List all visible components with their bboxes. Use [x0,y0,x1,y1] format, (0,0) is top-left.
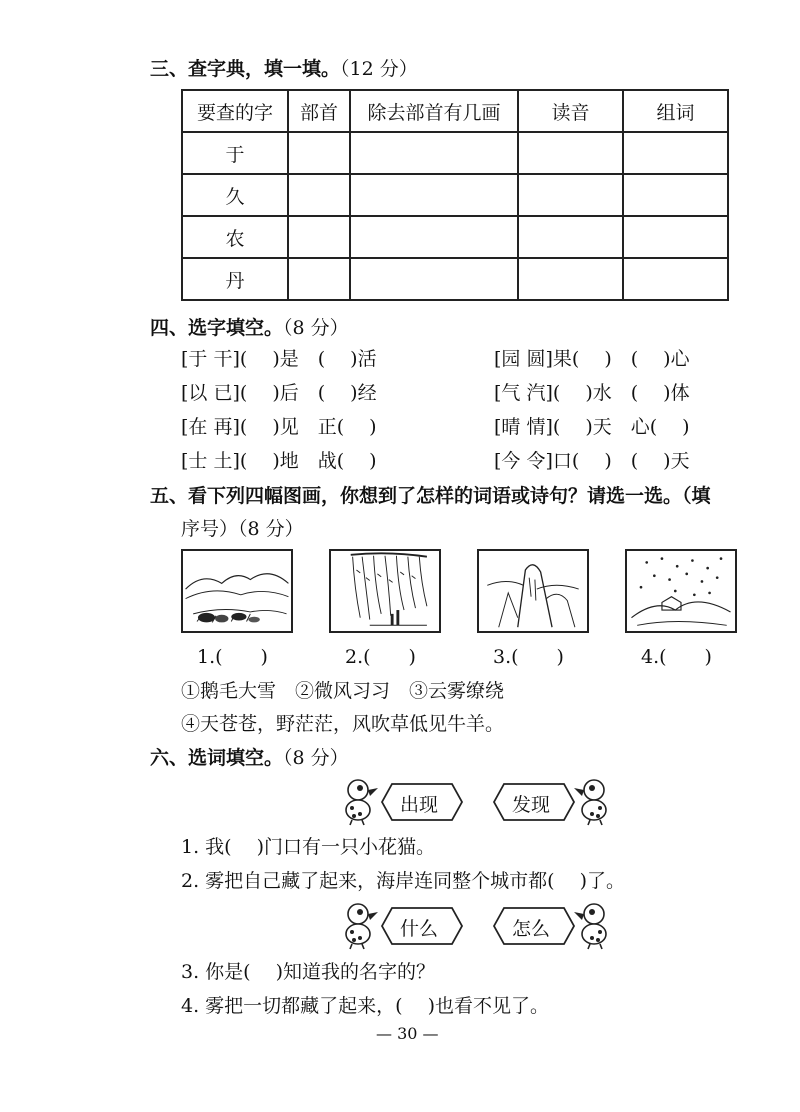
fill-row[interactable]: [气 汽]( )水 ( )体 [494,382,690,404]
dictionary-table [181,89,729,301]
answer-cell[interactable] [518,132,623,174]
sentence-1[interactable]: 1. 我( )门口有一只小花猫。 [181,836,436,858]
char-cell: 于 [182,132,288,174]
duck-icon [568,900,612,950]
fill-row[interactable]: [晴 情]( )天 心( ) [494,416,690,438]
misty-mountain-icon [477,549,589,633]
duck-icon [340,900,384,950]
answer-cell[interactable] [350,216,518,258]
table-row [182,174,728,216]
fill-row[interactable]: [以 已]( )后 ( )经 [181,382,377,404]
picture-answer-2[interactable]: 2.( ) [345,646,416,668]
word-faxian: 发现 [512,794,551,816]
header-cell: 组词 [623,90,728,132]
picture-answer-3[interactable]: 3.( ) [493,646,564,668]
snow-scene-icon [625,549,737,633]
word-sign-faxian [492,782,576,822]
answer-cell[interactable] [350,132,518,174]
char-cell: 久 [182,174,288,216]
sentence-4[interactable]: 4. 雾把一切都藏了起来，( )也看不见了。 [181,995,550,1017]
sentence-3[interactable]: 3. 你是( )知道我的名字的？ [181,961,436,983]
answer-cell[interactable] [288,174,350,216]
sentence-2[interactable]: 2. 雾把自己藏了起来，海岸连同整个城市都( )了。 [181,870,626,892]
word-chuxian: 出现 [400,794,439,816]
word-sign-zenme [492,906,576,946]
answer-cell[interactable] [623,132,728,174]
section-5-title: 五、看下列四幅图画，你想到了怎样的词语或诗句？请选一选。（填 [150,485,711,507]
header-cell: 要查的字 [182,90,288,132]
char-cell: 丹 [182,258,288,300]
answer-cell[interactable] [623,216,728,258]
answer-cell[interactable] [350,174,518,216]
answer-cell[interactable] [623,174,728,216]
answer-cell[interactable] [518,174,623,216]
answer-cell[interactable] [518,258,623,300]
answer-cell[interactable] [518,216,623,258]
picture-answer-4[interactable]: 4.( ) [641,646,712,668]
fill-row[interactable]: [士 土]( )地 战( ) [181,450,377,472]
word-sign-chuxian [380,782,464,822]
fill-row[interactable]: [在 再]( )见 正( ) [181,416,377,438]
willow-icon [329,549,441,633]
header-cell: 除去部首有几画 [350,90,518,132]
word-sign-shenme [380,906,464,946]
fill-row[interactable]: [于 干]( )是 ( )活 [181,348,377,370]
section-4-title: 四、选字填空。（8 分） [150,317,349,339]
section-3-title: 三、查字典，填一填。（12 分） [150,58,418,80]
header-cell: 读音 [518,90,623,132]
section-6-title: 六、选词填空。（8 分） [150,747,349,769]
answer-cell[interactable] [350,258,518,300]
section-5-title-cont: 序号）（8 分） [181,518,304,540]
grassland-herd-icon [181,549,293,633]
header-cell: 部首 [288,90,350,132]
table-header-row [182,90,728,132]
fill-row[interactable]: [园 圆]果( ) ( )心 [494,348,690,370]
duck-icon [340,776,384,826]
answer-cell[interactable] [288,132,350,174]
fill-row[interactable]: [今 令]口( ) ( )天 [494,450,690,472]
page-number: — 30 — [376,1024,439,1043]
word-zenme: 怎么 [512,918,551,940]
word-shenme: 什么 [400,918,439,940]
table-row [182,258,728,300]
duck-icon [568,776,612,826]
options-line-1: ①鹅毛大雪 ②微风习习 ③云雾缭绕 [181,680,505,702]
picture-answer-1[interactable]: 1.( ) [197,646,268,668]
options-line-2: ④天苍苍，野茫茫，风吹草低见牛羊。 [181,713,505,735]
table-row [182,216,728,258]
answer-cell[interactable] [288,216,350,258]
answer-cell[interactable] [623,258,728,300]
table-row [182,132,728,174]
char-cell: 农 [182,216,288,258]
answer-cell[interactable] [288,258,350,300]
